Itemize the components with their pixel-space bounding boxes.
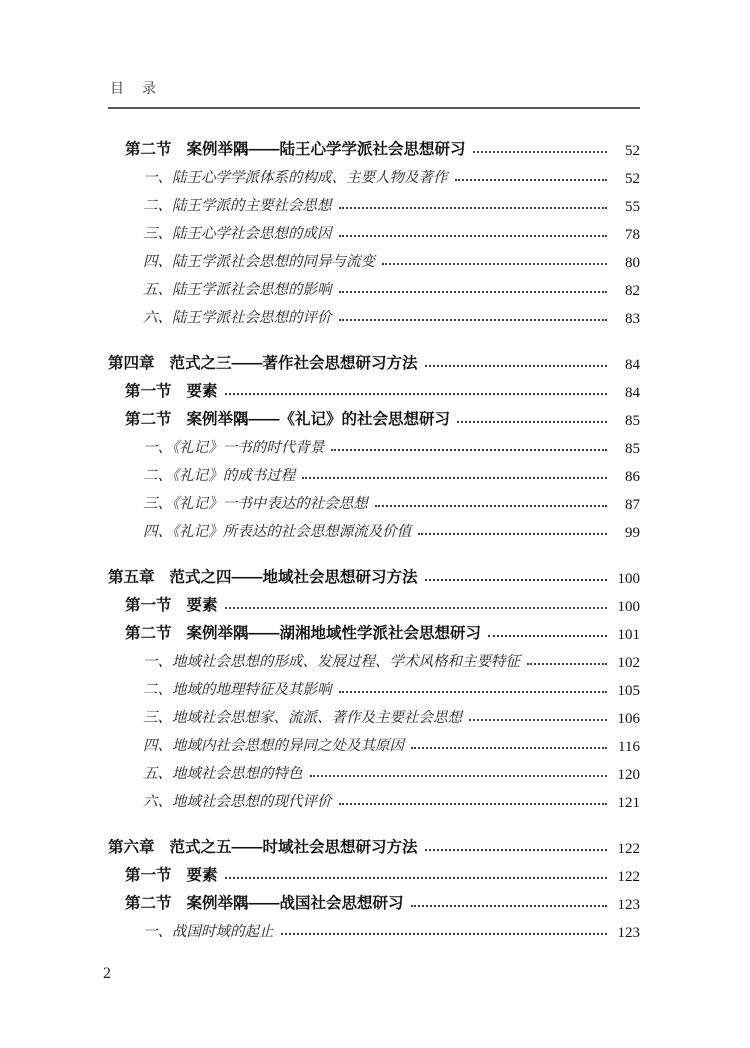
toc-entry	[108, 727, 640, 755]
dot-leader	[339, 803, 608, 805]
toc-entry-page-number: 101	[617, 626, 640, 643]
dot-leader	[425, 365, 607, 367]
toc-entry-page-number: 84	[625, 384, 640, 401]
toc-entry-label: 三、	[143, 226, 172, 243]
page-content	[108, 78, 640, 941]
dot-leader	[473, 151, 607, 153]
dot-leader	[331, 449, 607, 451]
toc-entry-label: 二、	[143, 198, 172, 215]
toc-entry-label: 二、	[143, 468, 172, 485]
toc-entry-page-number: 99	[625, 524, 640, 541]
toc-entry-title	[143, 710, 462, 727]
toc-entry-label: 第二节	[125, 895, 172, 913]
toc-entry-title	[143, 794, 332, 811]
toc-entry-label: 四、	[143, 524, 172, 541]
toc-entry-title	[143, 198, 332, 215]
toc-entry-title	[143, 170, 448, 187]
dot-leader	[339, 235, 608, 237]
toc-entry	[108, 429, 640, 457]
toc-entry-page-number: 106	[617, 710, 640, 727]
toc-entry-title	[143, 738, 404, 755]
toc-entry-title-text: 范式之五——时域社会思想研习方法	[169, 839, 418, 857]
toc-entry-title	[143, 924, 274, 941]
toc-entry-page-number: 87	[625, 496, 640, 513]
toc-entry-page-number: 100	[617, 598, 640, 615]
toc-entry-title	[125, 141, 466, 159]
dot-leader	[382, 263, 607, 265]
toc-entry-label: 六、	[143, 794, 172, 811]
toc-entry-label: 一、	[143, 170, 172, 187]
toc-entry	[108, 215, 640, 243]
toc-entry	[108, 513, 640, 541]
toc-entry	[108, 159, 640, 187]
toc-entry	[108, 587, 640, 615]
dot-leader	[339, 691, 608, 693]
toc-entry-title	[125, 625, 481, 643]
toc-entry-label: 三、	[143, 496, 172, 513]
dot-leader	[339, 291, 608, 293]
toc-entry-title	[143, 282, 332, 299]
toc-entry-title-text: 地域社会思想的特色	[172, 766, 303, 783]
toc-entry-title-text: 案例举隅——湖湘地域性学派社会思想研习	[186, 625, 482, 643]
dot-leader	[527, 663, 607, 665]
toc-entry-label: 五、	[143, 766, 172, 783]
dot-leader	[310, 775, 608, 777]
toc-entry-label: 第一节	[125, 597, 172, 615]
toc-entry	[108, 671, 640, 699]
toc-entry	[108, 615, 640, 643]
toc-entry	[108, 457, 640, 485]
toc-entry	[108, 913, 640, 941]
toc-group	[108, 345, 640, 541]
toc-entry-title	[108, 569, 418, 587]
toc-entry-label: 六、	[143, 310, 172, 327]
toc-entry-title-text: 地域社会思想家、流派、著作及主要社会思想	[172, 710, 462, 727]
toc-entry-title	[143, 254, 375, 271]
toc-entry-label: 第六章	[108, 839, 155, 857]
toc-entry-title	[143, 226, 332, 243]
toc-entry-title	[125, 867, 218, 885]
toc-entry-page-number: 122	[617, 868, 640, 885]
toc-entry-page-number: 105	[617, 682, 640, 699]
dot-leader	[281, 933, 608, 935]
toc-entry-page-number: 123	[617, 924, 640, 941]
toc-entry-label: 第四章	[108, 355, 155, 373]
toc-entry-title-text: 陆王心学社会思想的成因	[172, 226, 332, 243]
toc-entry-title-text: 案例举隅——战国社会思想研习	[186, 895, 404, 913]
toc-entry-title-text: 范式之三——著作社会思想研习方法	[169, 355, 418, 373]
dot-leader	[418, 533, 607, 535]
toc-entry-title	[108, 839, 418, 857]
toc-entry-page-number: 100	[617, 570, 640, 587]
toc-entry-title-text: 陆王心学学派体系的构成、主要人物及著作	[172, 170, 448, 187]
toc-group	[108, 131, 640, 327]
dot-leader	[225, 393, 607, 395]
toc-entry-title	[143, 496, 368, 513]
toc-entry-label: 四、	[143, 738, 172, 755]
toc-entry-page-number: 122	[617, 840, 640, 857]
toc-entry-title-text: 地域的地理特征及其影响	[172, 682, 332, 699]
toc-entry	[108, 643, 640, 671]
toc-entry-title-text: 陆王学派社会思想的同异与流变	[172, 254, 375, 271]
toc-entry-page-number: 116	[618, 738, 640, 755]
toc-entry-title-text: 地域社会思想的现代评价	[172, 794, 332, 811]
toc-entry-page-number: 102	[617, 654, 640, 671]
toc-entry-title-text: 案例举隅——陆王心学学派社会思想研习	[186, 141, 466, 159]
dot-leader	[469, 719, 607, 721]
toc-entry-label: 一、	[143, 654, 172, 671]
toc-entry-page-number: 52	[625, 142, 640, 159]
toc-group	[108, 559, 640, 811]
toc-entry	[108, 401, 640, 429]
toc-entry-title	[143, 524, 411, 541]
toc-entry-title	[125, 895, 404, 913]
toc-entry-title	[143, 440, 324, 457]
dot-leader	[411, 747, 607, 749]
toc-entry-label: 第二节	[125, 411, 172, 429]
toc-entry	[108, 299, 640, 327]
toc-entry-label: 第五章	[108, 569, 155, 587]
toc-entry-title-text: 范式之四——地域社会思想研习方法	[169, 569, 418, 587]
toc-entry-page-number: 84	[625, 356, 640, 373]
toc-entry-title-text: 《礼记》一书的时代背景	[172, 440, 325, 457]
toc-entry-title-text: 《礼记》一书中表达的社会思想	[172, 496, 368, 513]
toc-group	[108, 829, 640, 941]
toc-entry-label: 第一节	[125, 383, 172, 401]
dot-leader	[457, 421, 607, 423]
dot-leader	[488, 635, 607, 637]
toc-entry	[108, 857, 640, 885]
toc-entry-title-text: 陆王学派社会思想的影响	[172, 282, 332, 299]
toc-entry	[108, 271, 640, 299]
toc-entry-page-number: 52	[625, 170, 640, 187]
toc-entry-label: 三、	[143, 710, 172, 727]
toc-entry-label: 一、	[143, 924, 172, 941]
toc-entry	[108, 559, 640, 587]
folio-page-number: 2	[103, 965, 111, 982]
toc-entry-title-text: 地域社会思想的形成、发展过程、学术风格和主要特征	[172, 654, 520, 671]
toc-entry-label: 四、	[143, 254, 172, 271]
toc-entry	[108, 755, 640, 783]
toc-entry-title	[143, 766, 303, 783]
toc-entry-page-number: 85	[625, 412, 640, 429]
toc-entry-page-number: 83	[625, 310, 640, 327]
dot-leader	[225, 877, 607, 879]
toc-entry-title	[143, 468, 295, 485]
header-rule	[108, 107, 640, 109]
toc-entry-title-text: 要素	[186, 867, 218, 885]
dot-leader	[339, 319, 608, 321]
toc-entry-title	[143, 682, 332, 699]
toc-entry-title-text: 战国时域的起止	[172, 924, 274, 941]
toc-entry-label: 一、	[143, 440, 172, 457]
toc-entry-label: 五、	[143, 282, 172, 299]
toc-entry	[108, 373, 640, 401]
dot-leader	[425, 849, 607, 851]
toc-entry-title	[143, 654, 520, 671]
toc-entry-title	[108, 355, 418, 373]
toc-entry-title-text: 《礼记》的成书过程	[172, 468, 296, 485]
toc-entry-title-text: 要素	[186, 597, 218, 615]
toc-entry-label: 第二节	[125, 141, 172, 159]
toc-entry-page-number: 86	[625, 468, 640, 485]
toc-entry-page-number: 121	[617, 794, 640, 811]
dot-leader	[375, 505, 607, 507]
toc-entry-title	[143, 310, 332, 327]
dot-leader	[225, 607, 607, 609]
toc-entry	[108, 131, 640, 159]
dot-leader	[302, 477, 607, 479]
toc-entry-label: 第二节	[125, 625, 172, 643]
toc-entry-page-number: 78	[625, 226, 640, 243]
toc-entry-page-number: 120	[617, 766, 640, 783]
toc-entry	[108, 345, 640, 373]
toc-entry-title	[125, 411, 450, 429]
toc-entry-title-text: 要素	[186, 383, 218, 401]
toc-entry-page-number: 85	[625, 440, 640, 457]
toc-entry	[108, 187, 640, 215]
running-head-title: 目 录	[110, 82, 158, 97]
toc-entry-title-text: 案例举隅——《礼记》的社会思想研习	[186, 411, 451, 429]
dot-leader	[411, 905, 607, 907]
toc-entry-label: 第一节	[125, 867, 172, 885]
toc-entry-title	[125, 597, 218, 615]
toc-entry	[108, 885, 640, 913]
toc-entry	[108, 783, 640, 811]
toc-entry	[108, 243, 640, 271]
toc-entry-title-text: 《礼记》所表达的社会思想源流及价值	[172, 524, 412, 541]
toc-entry	[108, 699, 640, 727]
toc-entry-page-number: 123	[617, 896, 640, 913]
toc-entry	[108, 485, 640, 513]
toc-entry-page-number: 55	[625, 198, 640, 215]
toc-entry-title-text: 地域内社会思想的异同之处及其原因	[172, 738, 404, 755]
toc-entry	[108, 829, 640, 857]
toc-entry-title-text: 陆王学派的主要社会思想	[172, 198, 332, 215]
dot-leader	[339, 207, 608, 209]
toc-entry-label: 二、	[143, 682, 172, 699]
toc-entry-title-text: 陆王学派社会思想的评价	[172, 310, 332, 327]
toc-entry-title	[125, 383, 218, 401]
toc-entry-page-number: 82	[625, 282, 640, 299]
dot-leader	[425, 579, 607, 581]
toc-entry-page-number: 80	[625, 254, 640, 271]
dot-leader	[455, 179, 608, 181]
toc-list	[108, 131, 640, 941]
